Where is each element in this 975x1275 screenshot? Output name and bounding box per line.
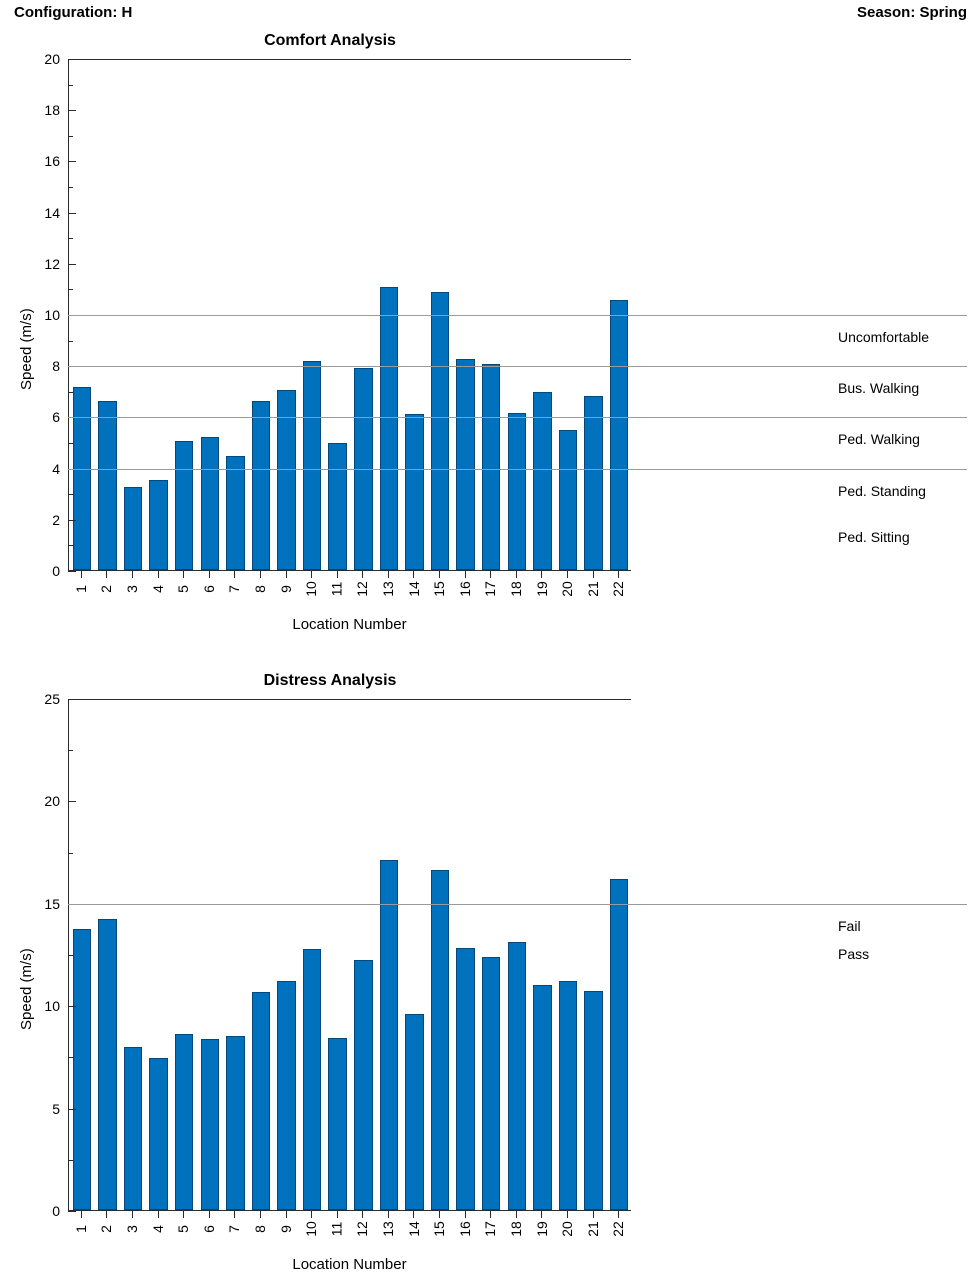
x-tick-mark [439, 571, 440, 578]
bar [226, 1036, 244, 1210]
threshold-line [68, 417, 967, 418]
y-tick-label: 6 [52, 409, 60, 426]
bar [252, 401, 270, 570]
bar [610, 300, 628, 570]
bar [405, 1014, 423, 1210]
y-tick-label: 8 [52, 358, 60, 375]
y-tick-minor-mark [68, 136, 73, 137]
chart-title: Comfort Analysis [264, 32, 396, 49]
x-tick-mark [286, 571, 287, 578]
x-tick-mark [439, 1211, 440, 1218]
x-tick-mark [516, 571, 517, 578]
bar [584, 396, 602, 570]
x-tick-label: 19 [533, 581, 550, 597]
x-tick-label: 20 [559, 1221, 576, 1237]
y-tick-minor-mark [68, 238, 73, 239]
x-tick-mark [567, 1211, 568, 1218]
x-tick-label: 1 [72, 1225, 89, 1233]
x-tick-mark [593, 571, 594, 578]
y-tick-label: 18 [44, 102, 60, 119]
x-tick-label: 4 [149, 1225, 166, 1233]
y-tick-minor-mark [68, 1057, 73, 1058]
bar [303, 949, 321, 1210]
x-tick-label: 5 [175, 1225, 192, 1233]
x-tick-label: 8 [251, 585, 268, 593]
x-tick-label: 3 [123, 1225, 140, 1233]
bar [559, 430, 577, 570]
bar [124, 487, 142, 570]
y-tick-label: 10 [44, 998, 60, 1015]
bar [98, 401, 116, 570]
x-tick-label: 22 [610, 1221, 627, 1237]
x-axis-label: Location Number [292, 616, 407, 633]
configuration-label: Configuration: H [14, 4, 133, 21]
x-tick-label: 18 [507, 1221, 524, 1237]
y-axis-label: Speed (m/s) [18, 948, 35, 1030]
threshold-line [68, 315, 967, 316]
y-tick-label: 25 [44, 691, 60, 707]
season-label: Season: Spring [856, 4, 967, 21]
x-tick-label: 13 [379, 1221, 396, 1237]
bar [508, 942, 526, 1210]
x-tick-label: 14 [405, 1221, 422, 1237]
x-tick-mark [337, 571, 338, 578]
x-tick-label: 16 [456, 1221, 473, 1237]
x-tick-mark [106, 571, 107, 578]
x-tick-label: 12 [354, 1221, 371, 1237]
x-tick-label: 7 [226, 1225, 243, 1233]
bar [380, 287, 398, 570]
x-tick-label: 8 [251, 1225, 268, 1233]
y-tick-label: 12 [44, 255, 60, 272]
x-tick-mark [209, 571, 210, 578]
chart-title: Distress Analysis [263, 672, 397, 689]
y-tick-label: 2 [52, 511, 60, 528]
y-tick-minor-mark [68, 955, 73, 956]
x-tick-label: 12 [354, 581, 371, 597]
x-tick-mark [388, 571, 389, 578]
bar [533, 392, 551, 570]
y-tick-label: 20 [44, 793, 60, 810]
y-tick-minor-mark [68, 853, 73, 854]
x-tick-mark [183, 571, 184, 578]
x-tick-mark [260, 1211, 261, 1218]
x-tick-label: 19 [533, 1221, 550, 1237]
threshold-label: Fail [838, 917, 861, 934]
y-tick-mark [68, 520, 76, 521]
x-tick-label: 15 [431, 1221, 448, 1237]
x-tick-mark [337, 1211, 338, 1218]
x-tick-mark [490, 1211, 491, 1218]
bar [201, 437, 219, 570]
x-tick-mark [362, 1211, 363, 1218]
x-tick-mark [413, 1211, 414, 1218]
y-tick-minor-mark [68, 85, 73, 86]
bar [175, 1034, 193, 1210]
x-axis-label: Location Number [292, 1256, 407, 1273]
bar [405, 414, 423, 570]
x-tick-label: 10 [303, 1221, 320, 1237]
x-tick-mark [618, 571, 619, 578]
y-tick-label: 10 [44, 307, 60, 323]
y-tick-label: 14 [44, 204, 60, 221]
x-tick-mark [132, 571, 133, 578]
bar [277, 981, 295, 1210]
threshold-line [68, 469, 967, 470]
x-tick-mark [490, 571, 491, 578]
threshold-line [68, 904, 967, 905]
x-tick-label: 17 [482, 581, 499, 597]
bar [73, 387, 91, 570]
bar [175, 441, 193, 570]
y-tick-mark [68, 699, 76, 700]
x-tick-mark [158, 571, 159, 578]
y-tick-mark [68, 1211, 76, 1212]
y-tick-minor-mark [68, 545, 73, 546]
y-tick-minor-mark [68, 443, 73, 444]
y-tick-mark [68, 161, 76, 162]
bar [431, 292, 449, 570]
x-tick-mark [618, 1211, 619, 1218]
y-tick-mark [68, 110, 76, 111]
x-tick-mark [541, 571, 542, 578]
bar [533, 985, 551, 1210]
y-tick-mark [68, 801, 76, 802]
x-tick-label: 17 [482, 1221, 499, 1237]
x-tick-label: 2 [98, 1225, 115, 1233]
x-tick-mark [260, 571, 261, 578]
x-tick-mark [311, 1211, 312, 1218]
x-tick-mark [388, 1211, 389, 1218]
x-tick-label: 16 [456, 581, 473, 597]
bar [149, 1058, 167, 1210]
bar [252, 992, 270, 1210]
y-tick-minor-mark [68, 750, 73, 751]
plot-area [68, 699, 631, 1211]
bar [431, 870, 449, 1210]
x-tick-mark [311, 571, 312, 578]
threshold-label: Bus. Walking [838, 380, 920, 397]
bar [584, 991, 602, 1210]
x-tick-label: 5 [175, 585, 192, 593]
bar [149, 480, 167, 570]
x-tick-label: 13 [379, 581, 396, 597]
x-tick-label: 9 [277, 585, 294, 593]
x-tick-mark [465, 571, 466, 578]
bar [559, 981, 577, 1210]
bar [201, 1039, 219, 1210]
y-tick-label: 16 [44, 153, 60, 170]
x-tick-label: 4 [149, 585, 166, 593]
x-tick-mark [567, 571, 568, 578]
bar [380, 860, 398, 1210]
x-tick-mark [362, 571, 363, 578]
x-tick-label: 11 [328, 581, 345, 597]
y-tick-label: 20 [44, 51, 60, 67]
x-tick-mark [234, 1211, 235, 1218]
x-tick-label: 15 [431, 581, 448, 597]
x-tick-mark [158, 1211, 159, 1218]
y-tick-minor-mark [68, 289, 73, 290]
bar [303, 361, 321, 570]
header-bar [0, 4, 975, 26]
x-tick-mark [81, 1211, 82, 1218]
x-tick-label: 11 [328, 1221, 345, 1237]
bar [508, 413, 526, 570]
x-tick-label: 14 [405, 581, 422, 597]
bar [456, 359, 474, 570]
threshold-label: Uncomfortable [838, 329, 930, 345]
y-tick-mark [68, 1109, 76, 1110]
y-tick-minor-mark [68, 341, 73, 342]
threshold-label: Ped. Walking [838, 431, 920, 448]
y-tick-minor-mark [68, 494, 73, 495]
y-tick-label: 4 [52, 460, 60, 477]
bar [456, 948, 474, 1210]
x-tick-mark [106, 1211, 107, 1218]
x-tick-label: 18 [507, 581, 524, 597]
x-tick-label: 7 [226, 585, 243, 593]
bar [482, 957, 500, 1210]
bar [73, 929, 91, 1210]
bar [328, 443, 346, 570]
x-tick-mark [516, 1211, 517, 1218]
y-tick-label: 0 [52, 1203, 60, 1219]
bar [354, 960, 372, 1210]
x-tick-label: 22 [610, 581, 627, 597]
y-tick-minor-mark [68, 187, 73, 188]
y-tick-mark [68, 1006, 76, 1007]
x-tick-label: 6 [200, 1225, 217, 1233]
x-tick-mark [465, 1211, 466, 1218]
x-tick-mark [541, 1211, 542, 1218]
x-tick-label: 2 [98, 585, 115, 593]
x-tick-label: 1 [72, 585, 89, 593]
bar [610, 879, 628, 1210]
y-tick-mark [68, 571, 76, 572]
threshold-line [68, 366, 967, 367]
y-axis-label: Speed (m/s) [18, 308, 35, 390]
x-tick-label: 9 [277, 1225, 294, 1233]
threshold-label: Ped. Standing [838, 482, 926, 499]
y-tick-mark [68, 264, 76, 265]
bar [482, 364, 500, 570]
x-tick-mark [81, 571, 82, 578]
x-tick-label: 3 [123, 585, 140, 593]
y-tick-minor-mark [68, 1160, 73, 1161]
y-tick-label: 0 [52, 563, 60, 579]
x-tick-label: 21 [584, 1221, 601, 1237]
x-tick-mark [132, 1211, 133, 1218]
bar-series [69, 700, 631, 1210]
x-tick-label: 21 [584, 581, 601, 597]
x-tick-label: 10 [303, 581, 320, 597]
threshold-label: Ped. Sitting [838, 528, 910, 545]
threshold-label: Pass [838, 946, 870, 963]
y-tick-mark [68, 59, 76, 60]
x-tick-mark [413, 571, 414, 578]
bar [226, 456, 244, 570]
x-tick-mark [286, 1211, 287, 1218]
y-tick-label: 5 [52, 1100, 60, 1117]
x-tick-label: 6 [200, 585, 217, 593]
x-tick-mark [593, 1211, 594, 1218]
x-tick-mark [234, 571, 235, 578]
y-tick-label: 15 [44, 895, 60, 912]
bar [98, 919, 116, 1210]
y-tick-mark [68, 213, 76, 214]
bar [328, 1038, 346, 1210]
y-tick-minor-mark [68, 392, 73, 393]
x-tick-mark [183, 1211, 184, 1218]
x-tick-label: 20 [559, 581, 576, 597]
x-tick-mark [209, 1211, 210, 1218]
bar [124, 1047, 142, 1210]
